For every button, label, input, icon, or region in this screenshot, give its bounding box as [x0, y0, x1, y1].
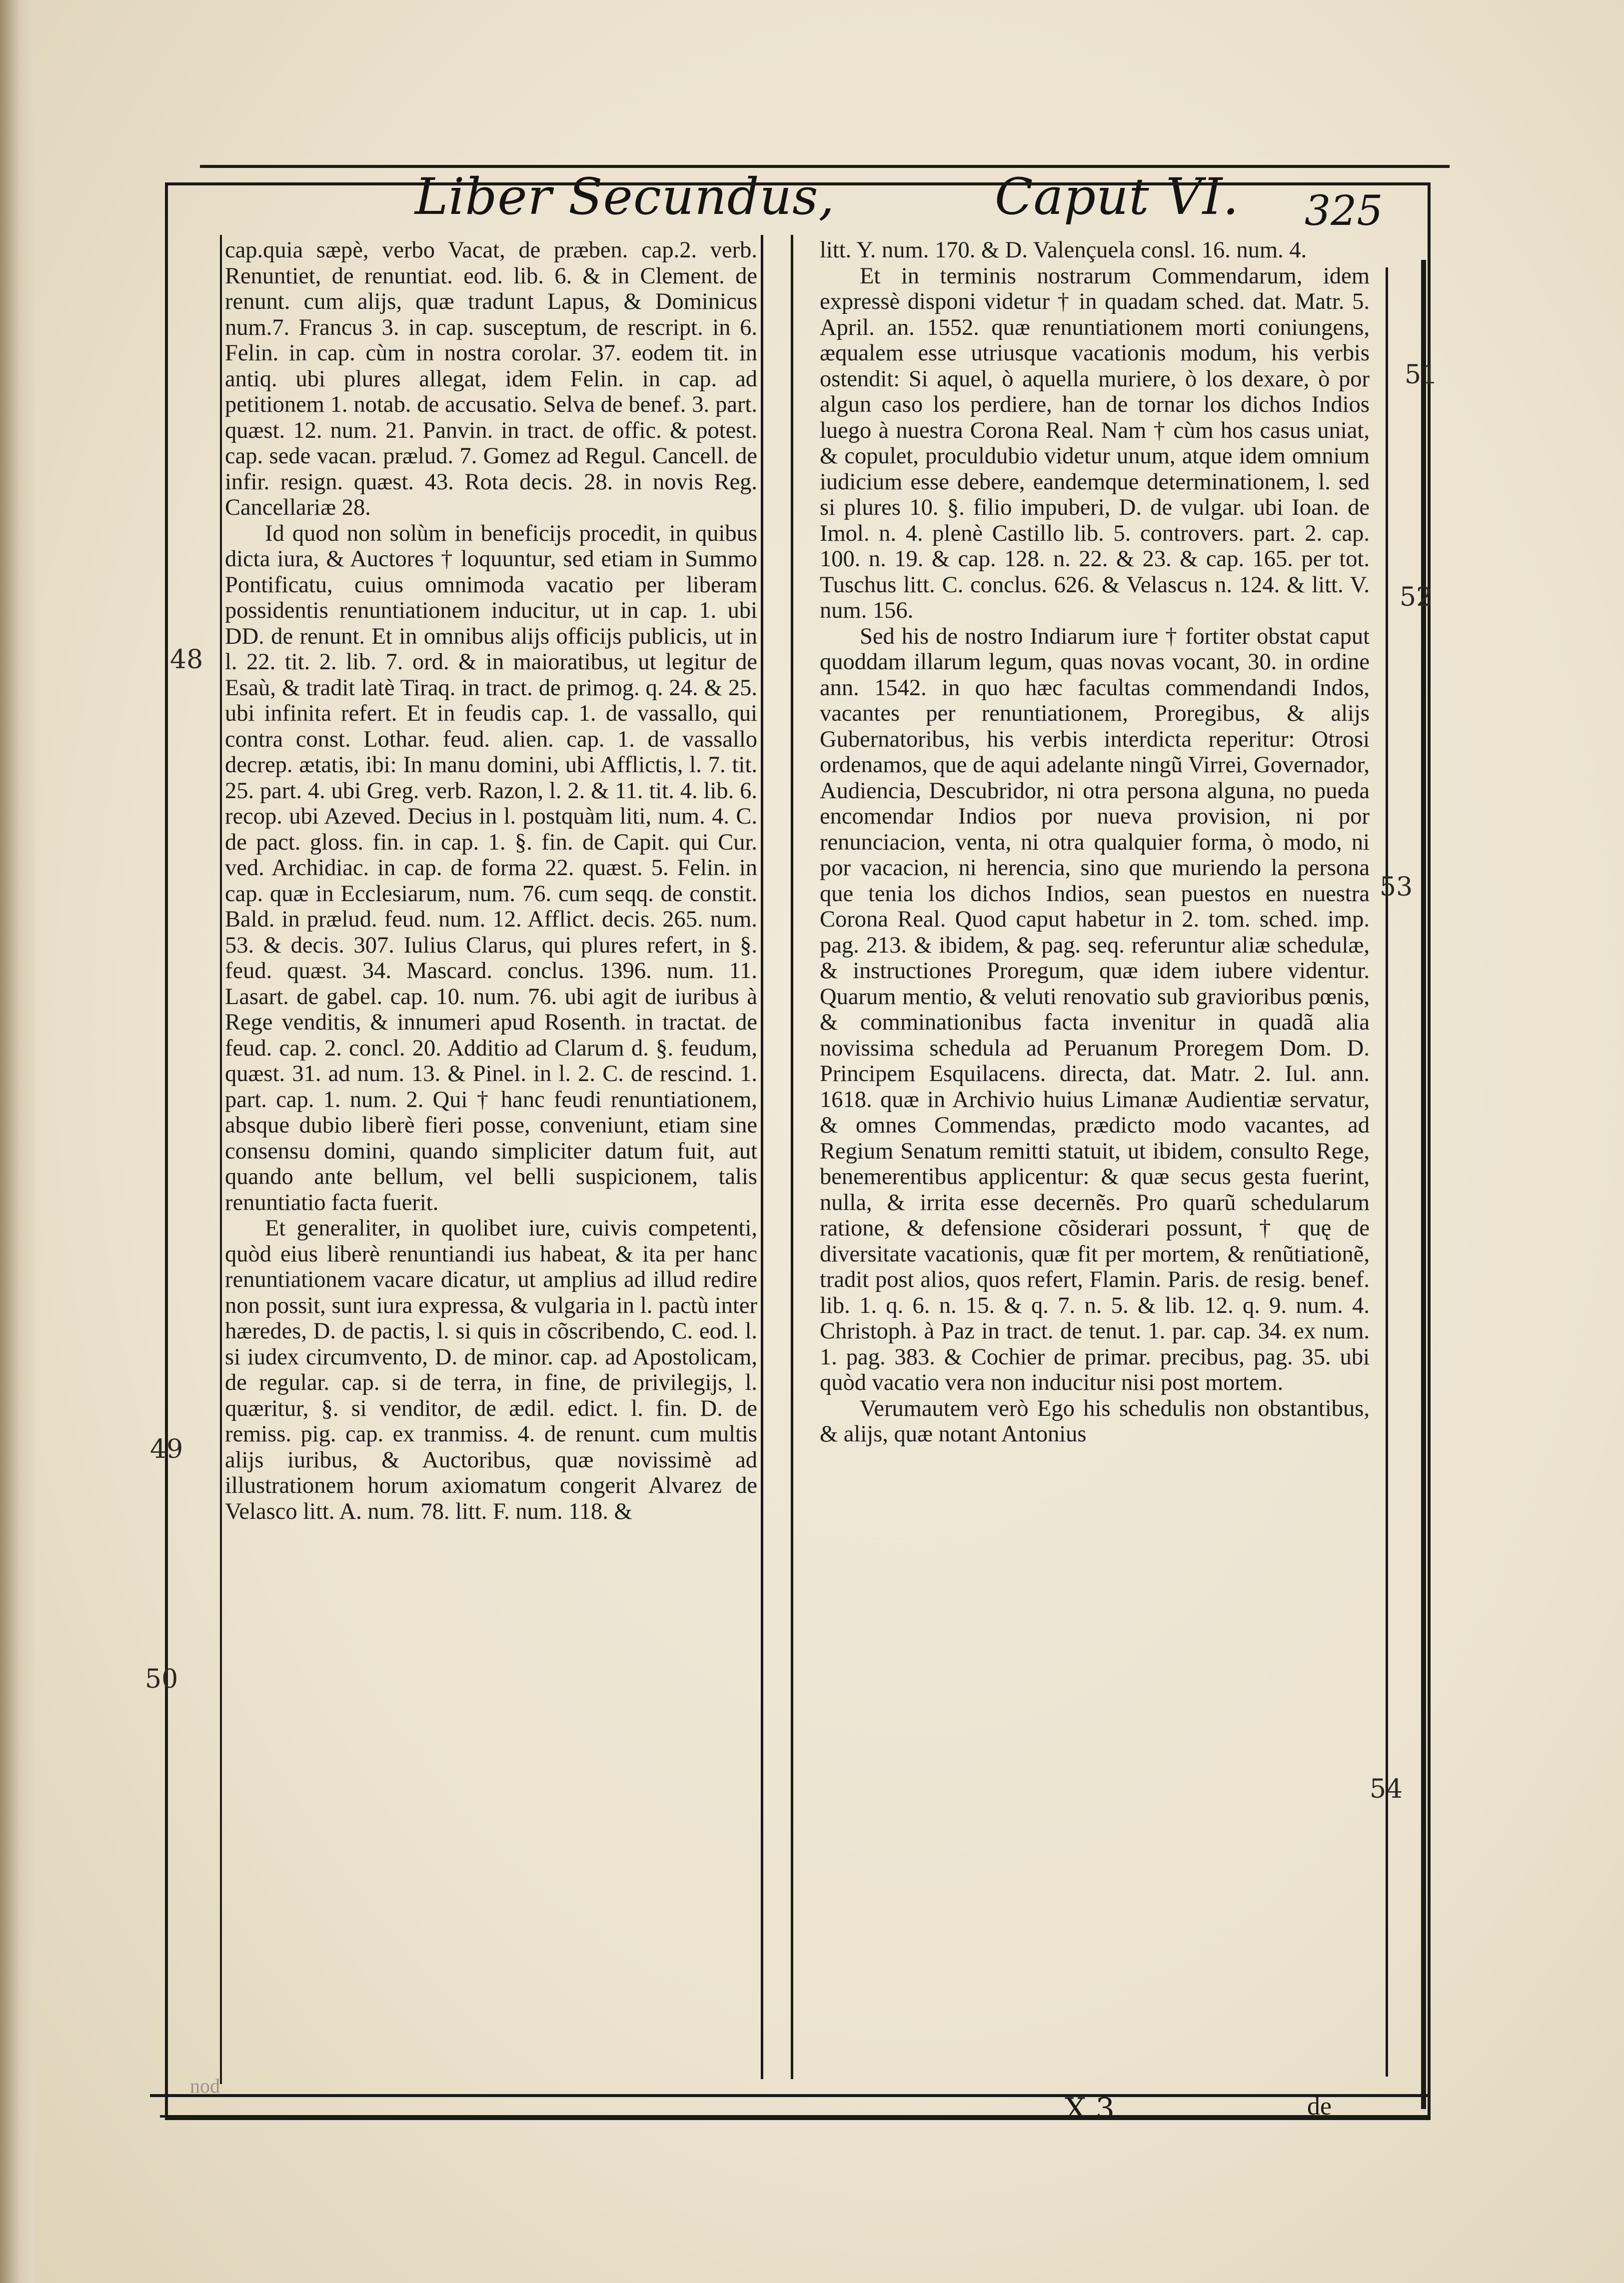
- column-rule-left: [220, 235, 222, 2084]
- column-rule-right: [1386, 267, 1388, 2077]
- right-paragraph-2: Et in terminis nostrarum Commendarum, idem expressè disponi videtur † in quadam sched. dat. Matr. 5. April. an. 1552. quæ renuntiationem morti coniungens, æqualem esse utriusque vacationis modum, his verbis ostendit: Si aquel, ò aquella muriere, ò los dexare, ò por algun caso los perdiere, han de tornar los dichos Indios luego à nuestra Corona Real. Nam † cùm hos casus uniat, & copulet, proculdubio videtur unum, atque idem omnium iudicium esse debere, eandemque determinationem, l. sed si plures 10. §. filio impuberi, D. de vulgar. ubi Ioan. de Imol. n. 4. plenè Castillo lib. 5. controvers. part. 2. cap. 100. n. 19. & cap. 128. n. 22. & 23. & cap. 165. per tot. Tuschus litt. C. conclus. 626. & Velascus n. 124. & litt. V. num. 156.: [820, 263, 1370, 623]
- right-paragraph-3: Sed his de nostro Indiarum iure † fortiter obstat caput quoddam illarum legum, quas novas vocant, 30. in ordine ann. 1542. in quo hæc facultas commendandi Indos, vacantes per renuntiationem, Proregibus, & alijs Gubernatoribus, his verbis interdicta reperitur: Otrosi ordenamos, que de aqui adelante ningũ Virrei, Governador, Audiencia, Descubridor, ni otra persona alguna, no pueda encomendar Indios por nueva provision, ni por renunciacion, venta, ni otra qualquier forma, ò modo, ni por vacacion, ni herencia, sino que muriendo la persona que tenia los dichos Indios, sean puestos en nuestra Corona Real. Quod caput habetur in 2. tom. sched. imp. pag. 213. & ibidem, & pag. seq. referuntur aliæ schedulæ, & instructiones Proregum, quæ idem iubere videntur. Quarum mentio, & veluti renovatio sub gravioribus pœnis, & comminationibus facta invenitur in quadã alia novissima schedula ad Peruanum Proregem Dom. D. Principem Esquilacens. directa, dat. Matr. 2. Iul. ann. 1618. quæ in Archivio huius Limanæ Audientiæ servatur, & omnes Commendas, prædicto modo vacantes, ad Regium Senatum remitti statuit, ut ibidem, consulto Rege, benemerentibus applicentur: & quæ secus gesta fuerint, nulla, & irrita esse decernẽs. Pro quarũ schedularum ratione, & defensione cõsiderari possunt, † quę de diversitate vacationis, quæ fit per mortem, & renũtiationẽ, tradit post alios, quos refert, Flamin. Paris. de resig. benef. lib. 1. q. 6. n. 15. & q. 7. n. 5. & lib. 12. q. 9. num. 4. Christoph. à Paz in tract. de tenut. 1. par. cap. 34. ex num. 1. pag. 383. & Cochier de primar. precibus, pag. 35. ubi quòd vacatio vera non inducitur nisi post mortem.: [820, 623, 1370, 1395]
- margin-number-54: 54: [1370, 1774, 1403, 1804]
- catchword: de: [1307, 2092, 1332, 2121]
- right-paragraph-4: Verumautem verò Ego his schedulis non obstantibus, & alijs, quæ notant Antonius: [820, 1395, 1370, 1447]
- right-column: [820, 237, 1370, 1447]
- margin-number-50: 50: [145, 1664, 178, 1694]
- signature-mark: X 3: [1065, 2092, 1115, 2127]
- margin-number-53: 53: [1380, 872, 1413, 902]
- show-through-text: nod: [190, 2075, 220, 2097]
- margin-number-52: 52: [1400, 582, 1433, 612]
- frame-shadow-rule: [1421, 260, 1426, 2109]
- left-paragraph-1: cap.quia sæpè, verbo Vacat, de præben. cap.2. verb. Renuntiet, de renuntiat. eod. lib. 6. & in Clement. de renunt. cum alijs, quæ tradunt Lapus, & Dominicus num.7. Francus 3. in cap. susceptum, de rescript. in 6. Felin. in cap. cùm in nostra corolar. 37. eodem tit. in antiq. ubi plures allegat, idem Felin. in cap. ad petitionem 1. notab. de accusatio. Selva de benef. 3. part. quæst. 12. num. 21. Panvin. in tract. de offic. & potest. cap. sede vacan. prælud. 7. Gomez ad Regul. Cancell. de infir. resign. quæst. 43. Rota decis. 28. in novis Reg. Cancellariæ 28.: [225, 237, 757, 520]
- footer-rule: [150, 2094, 1430, 2097]
- column-rule-mid-b: [791, 235, 793, 2079]
- running-head-right: Caput VI.: [995, 167, 1240, 226]
- folio-number: 325: [1305, 187, 1383, 235]
- left-paragraph-2: Id quod non solùm in beneficijs procedit, in quibus dicta iura, & Auctores † loquuntur, sed etiam in Summo Pontificatu, cuius omnimoda vacatio per liberam possidentis renuntiationem inducitur, ut in cap. 1. ubi DD. de renunt. Et in omnibus alijs officijs publicis, ut in l. 22. tit. 2. lib. 7. ord. & in maioratibus, ut legitur de Esaù, & tradit latè Tiraq. in tract. de primog. q. 24. & 25. ubi infinita refert. Et in feudis cap. 1. de vassallo, qui contra const. Lothar. feud. alien. cap. 1. de vassallo decrep. ætatis, ibi: In manu domini, ubi Afflictis, l. 7. tit. 25. part. 4. ubi Greg. verb. Razon, l. 2. & 11. tit. 4. lib. 6. recop. ubi Azeved. Decius in l. postquàm liti, num. 4. C. de pact. gloss. fin. in cap. 1. §. fin. de Capit. qui Cur. ved. Archidiac. in cap. de forma 22. quæst. 5. Felin. in cap. quæ in Ecclesiarum, num. 76. cum seqq. de constit. Bald. in prælud. feud. num. 12. Afflict. decis. 265. num. 53. & decis. 307. Iulius Clarus, qui plures refert, in §. feud. quæst. 34. Mascard. conclus. 1396. num. 11. Lasart. de gabel. cap. 10. num. 76. ubi agit de iuribus à Rege venditis, & innumeri apud Rosenth. in tractat. de feud. cap. 2. concl. 20. Additio ad Clarum d. §. feudum, quæst. 31. ad num. 13. & Pinel. in l. 2. C. de rescind. 1. part. cap. 1. num. 2. Qui † hanc feudi renuntiationem, absque dubio liberè fieri posse, conveniunt, etiam sine consensu domini, quando simpliciter datum fuit, aut quando ante bellum, vel belli suspicionem, talis renuntiatio facta fuerit.: [225, 520, 757, 1215]
- right-paragraph-1: litt. Y. num. 170. & D. Valençuela consl. 16. num. 4.: [820, 237, 1307, 263]
- column-rule-mid-a: [761, 235, 763, 2079]
- left-column: [225, 237, 757, 1524]
- margin-number-49: 49: [150, 1434, 183, 1464]
- margin-number-48: 48: [170, 645, 203, 675]
- running-head-left: Liber Secundus,: [415, 167, 835, 226]
- left-paragraph-3: Et generaliter, in quolibet iure, cuivis competenti, quòd eius liberè renuntiandi ius habeat, & ita per hanc renuntiationem vacare dicatur, ut amplius ad illud redire non possit, sunt iura expressa, & vulgaria in l. pactù inter hæredes, D. de pactis, l. si quis in cõscribendo, C. eod. l. si iudex circumvento, D. de minor. cap. ad Apostolicam, de regular. cap. si de terra, in fine, de privilegijs, l. quæritur, §. si venditor, de ædil. edict. l. fin. D. de remiss. pig. cap. ex tranmiss. 4. de renunt. cum multis alijs iuribus, & Auctoribus, quæ novissimè ad illustrationem horum axiomatum congerit Alvarez de Velasco litt. A. num. 78. litt. F. num. 118. &: [225, 1215, 757, 1524]
- footer-rule-lower: [160, 2115, 1430, 2118]
- margin-number-51: 51: [1405, 360, 1438, 390]
